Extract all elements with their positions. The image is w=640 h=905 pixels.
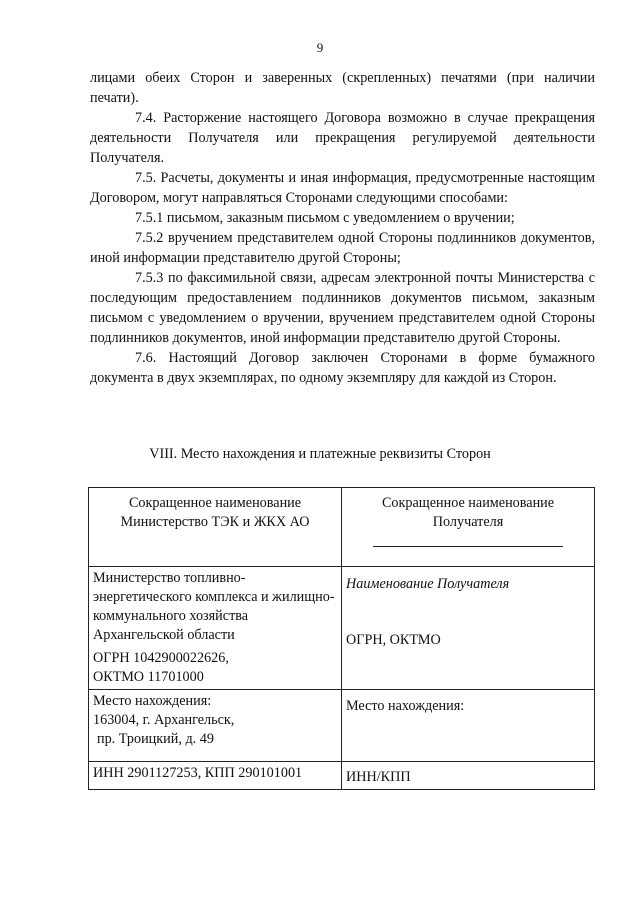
ministry-oktmo: ОКТМО 11701000 [93,669,204,685]
recipient-location-label: Место нахождения: [346,698,465,714]
recipient-location-cell [342,690,595,762]
ministry-location-label: Место нахождения: [93,693,212,709]
contract-body [90,68,595,388]
paragraph-continuation: лицами обеих Сторон и заверенных (скрепленных) печатями (при наличии печати). [90,70,595,106]
page-number: 9 [316,40,324,55]
paragraph-7-6: 7.6. Настоящий Договор заключен Сторонами в форме бумажного документа в двух экземплярах, по одному экземпляру для каждой из Сторон. [90,350,595,386]
paragraph-7-5: 7.5. Расчеты, документы и иная информация, предусмотренные настоящим Договором, могут направляться Сторонами следующими способами: [90,170,595,206]
ministry-address-line-1: 163004, г. Архангельск, [93,712,235,728]
recipient-name-cell [342,567,595,690]
ministry-inn-cell [89,762,342,790]
paragraph-7-4: 7.4. Расторжение настоящего Договора возможно в случае прекращения деятельности Получателя или прекращения регулируемой деятельности Получателя. [90,110,595,166]
paragraph-7-5-3: 7.5.3 по факсимильной связи, адресам электронной почты Министерства с последующим предоставлением подлинников документов письмом, заказным письмом с уведомлением о вручении, вручением представителем одной Стороны подлинников документов, иной информации представителю другой Стороны. [90,270,595,346]
ministry-location-cell [89,690,342,762]
ministry-inn-kpp: ИНН 2901127253, КПП 290101001 [93,765,303,781]
paragraph-7-5-2: 7.5.2 вручением представителем одной Стороны подлинников документов, иной информации представителю другой Стороны; [90,230,595,266]
table-row-names [89,567,595,690]
table-header-row [89,488,595,567]
recipient-name-placeholder: Наименование Получателя [346,576,510,592]
table-row-inn [89,762,595,790]
section-title: VIII. Место нахождения и платежные реквизиты Сторон [149,446,491,462]
recipient-ogrn-oktmo: ОГРН, ОКТМО [346,632,441,648]
header-ministry-label: Сокращенное наименование Министерство ТЭК и ЖКХ АО [120,495,310,530]
ministry-full-name: Министерство топливно-энергетического комплекса и жилищно-коммунального хозяйства Архангельской области [93,570,335,643]
ministry-name-cell [89,567,342,690]
ministry-address-line-2: пр. Троицкий, д. 49 [97,731,214,747]
paragraph-7-5-1: 7.5.1 письмом, заказным письмом с уведомлением о вручении; [135,210,515,226]
header-recipient-cell [342,488,595,567]
ministry-ogrn: ОГРН 1042900022626, [93,650,229,666]
table-row-location [89,690,595,762]
party-details-table [88,487,595,790]
recipient-inn-cell [342,762,595,790]
header-ministry-cell [89,488,342,567]
header-recipient-label: Сокращенное наименование Получателя [381,495,555,530]
recipient-name-line [373,546,563,547]
recipient-inn-kpp: ИНН/КПП [346,769,411,785]
